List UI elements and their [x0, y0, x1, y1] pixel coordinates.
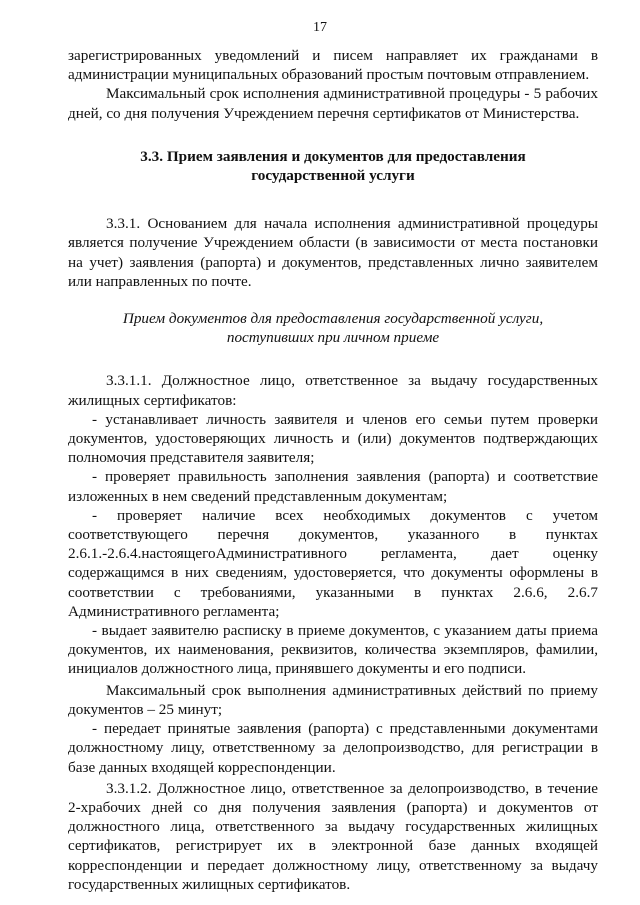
paragraph-max-time: Максимальный срок выполнения административных действий по приему документов – 25 минут;	[68, 681, 598, 718]
section-heading-line-2: государственной услуги	[251, 167, 415, 185]
list-item-identity: - устанавливает личность заявителя и членов его семьи путем проверки документов, удостоверяющих личность и (или) документов подтверждающих полномочия представителя заявителя;	[68, 410, 598, 467]
subsection-heading-line-1: Прием документов для предоставления государственной услуги,	[122, 310, 544, 328]
paragraph-3-3-1: 3.3.1. Основанием для начала исполнения административной процедуры является получение Учреждением области (в зависимости от места постановки на учет) заявления (рапорта) и документов, представленных лично заявителем или направленных по почте.	[68, 215, 598, 290]
section-heading-line-1: 3.3. Прием заявления и документов для предоставления	[140, 147, 526, 165]
list-item-check-form: - проверяет правильность заполнения заявления (рапорта) и соответствие изложенных в нем сведений представленным документам;	[68, 468, 598, 505]
list-item-transfer: - передает принятые заявления (рапорта) с представленными документами должностному лицу, ответственному за делопроизводство, для регистрации в базе данных входящей корреспонденции.	[68, 720, 598, 776]
list-item-receipt: - выдает заявителю расписку в приеме документов, с указанием даты приема документов, их наименования, реквизитов, количества экземпляров, фамилии, инициалов должностного лица, принявшего документы и его подписи.	[68, 622, 598, 678]
section-heading	[68, 147, 598, 185]
list-item-check-documents: - проверяет наличие всех необходимых документов с учетом соответствующего перечня документов, указанного в пунктах 2.6.1.-2.6.4.настоящегоАдминистративного регламента, дает оценку содержащимся в них сведениям, удостоверяется, что документы оформлены в соответствии с требованиями, указанными в пунктах 2.6.6, 2.6.7 Административного регламента;	[68, 506, 598, 620]
paragraph-3-3-1-1: 3.3.1.1. Должностное лицо, ответственное за выдачу государственных жилищных сертификатов:	[68, 372, 598, 409]
paragraph-continuation: зарегистрированных уведомлений и писем направляет их гражданами в администрации муниципальных образований простым почтовым отправлением.	[68, 47, 598, 84]
document-body	[68, 46, 598, 894]
paragraph-3-3-1-2: 3.3.1.2. Должностное лицо, ответственное за делопроизводство, в течение 2-храбочих дней со дня получения заявления (рапорта) и документов от должностного лица, ответственного за выдачу государственных жилищных сертификатов, регистрирует их в электронной базе данных входящей корреспонденции и передает должностному лицу, ответственному за выдачу государственных жилищных сертификатов.	[68, 779, 598, 893]
page-number: 17	[313, 20, 327, 35]
subsection-heading-line-2: поступивших при личном приеме	[226, 329, 440, 347]
paragraph-max-term: Максимальный срок исполнения административной процедуры - 5 рабочих дней, со дня получения Учреждением перечня сертификатов от Министерства.	[68, 85, 598, 122]
subsection-heading	[68, 309, 598, 347]
